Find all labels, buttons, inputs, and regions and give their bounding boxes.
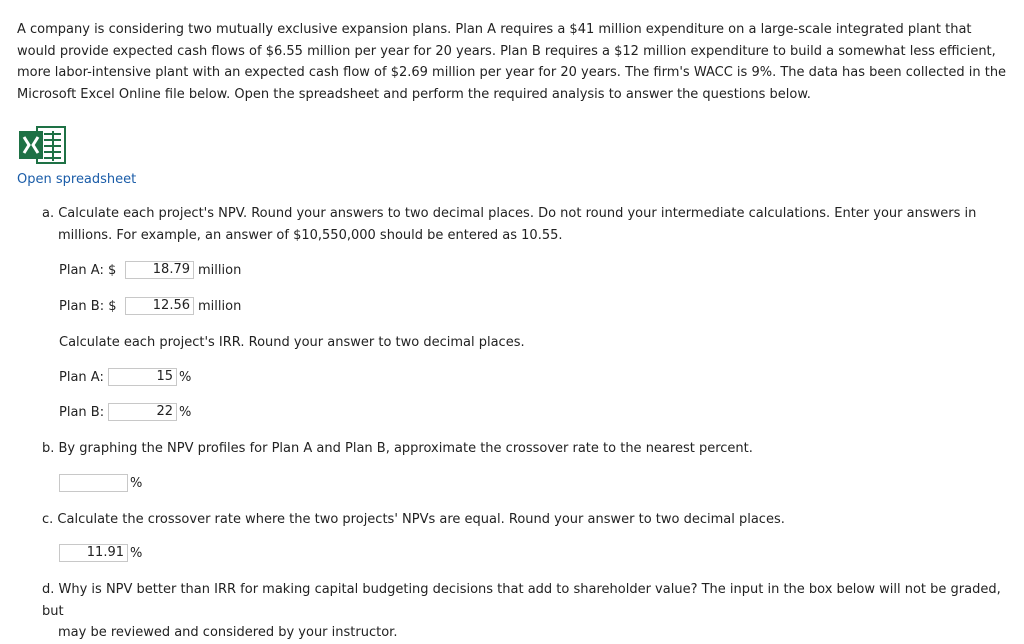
npv-plan-b-label: Plan B: $ [59, 298, 117, 314]
npv-plan-a-label: Plan A: $ [59, 262, 117, 278]
part-a-question-line2: millions. For example, an answer of $10,550,000 should be entered as 10.55. [58, 227, 563, 243]
part-c-question: c. Calculate the crossover rate where the two projects' NPVs are equal. Round your answer to two decimal places. [42, 512, 785, 527]
crossover-approx-unit: % [130, 475, 143, 491]
crossover-approx-row [59, 473, 142, 493]
irr-plan-a-label: Plan A: [59, 369, 104, 385]
irr-question: Calculate each project's IRR. Round your answer to two decimal places. [59, 335, 525, 350]
part-a-question-line1: a. Calculate each project's NPV. Round your answers to two decimal places. Do not round your intermediate calculations. Enter your answers in [42, 206, 977, 221]
irr-plan-b-unit: % [179, 404, 192, 420]
irr-plan-a-input[interactable]: 15 [108, 368, 177, 386]
irr-plan-a-row [59, 367, 191, 387]
npv-plan-a-row [59, 260, 241, 280]
irr-plan-a-unit: % [179, 369, 192, 385]
problem-intro: A company is considering two mutually exclusive expansion plans. Plan A requires a $41 million expenditure on a large-scale integrated plant that would provide expected cash flows of $6.55 million per year for 20 years. Plan B requires a $12 million expenditure to build a somewhat less efficient, more labor-intensive plant with an expected cash flow of $2.69 million per year for 20 years. The firm's WACC is 9%. The data has been collected in the Microsoft Excel Online file below. Open the spreadsheet and perform the required analysis to answer the questions below. [17, 22, 1007, 103]
part-d-question-line1: d. Why is NPV better than IRR for making capital budgeting decisions that add to shareholder value? The input in the box below will not be graded, but [42, 582, 1001, 619]
crossover-rate-row [59, 543, 142, 563]
npv-plan-b-unit: million [198, 298, 242, 314]
part-d-question [42, 579, 1002, 644]
npv-plan-b-row [59, 296, 241, 316]
npv-plan-a-input[interactable]: 18.79 [125, 261, 194, 279]
part-d-question-line2: may be reviewed and considered by your instructor. [58, 625, 398, 641]
crossover-rate-unit: % [130, 545, 143, 561]
open-spreadsheet-link[interactable]: Open spreadsheet [17, 172, 137, 187]
irr-plan-b-input[interactable]: 22 [108, 403, 177, 421]
part-a-question [42, 203, 1002, 246]
excel-icon[interactable] [17, 125, 67, 165]
npv-plan-b-input[interactable]: 12.56 [125, 297, 194, 315]
crossover-rate-input[interactable]: 11.91 [59, 544, 128, 562]
npv-plan-a-unit: million [198, 262, 242, 278]
irr-plan-b-row [59, 402, 191, 422]
irr-plan-b-label: Plan B: [59, 404, 105, 420]
crossover-approx-input[interactable] [59, 474, 128, 492]
part-b-question: b. By graphing the NPV profiles for Plan A and Plan B, approximate the crossover rate to the nearest percent. [42, 441, 753, 456]
